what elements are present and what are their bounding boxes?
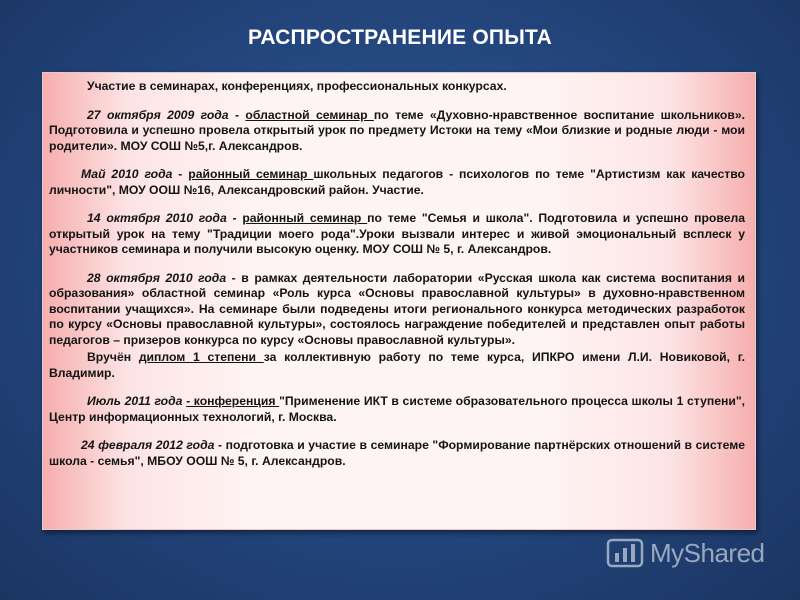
slide-title: РАСПРОСТРАНЕНИЕ ОПЫТА bbox=[247, 26, 553, 49]
item-text: школьных педагогов - психологов по теме "Артистизм как качество личности", МОУ ООШ №16, Александровский район. Участие. bbox=[49, 167, 745, 197]
intro-line: Участие в семинарах, конференциях, профессиональных конкурсах. bbox=[87, 79, 507, 93]
item-event: диплом 1 степени bbox=[138, 350, 264, 364]
item-date: 14 октября 2010 года bbox=[87, 211, 227, 225]
item-date: 27 октября 2009 года bbox=[87, 107, 229, 122]
list-item bbox=[49, 108, 745, 155]
item-text: по теме «Духовно-нравственное воспитание школьников». Подготовила и успешно провела открытый урок по предмету Истоки на тему «Мои близкие и родные люди - мои родители». МОУ СОШ №5,г. Александров. bbox=[49, 107, 745, 153]
item-text: - в рамках деятельности лаборатории «Русская школа как система воспитания и образования» областной семинар «Роль курса «Основы православной культуры» в духовно-нравственном воспитании учащихся». На семинаре были подведены итоги регионального конкурса методических разработок по курсу «Основы православной культуры», состоялось награждение победителей и представлен опыт работы педагогов – призеров конкурса по курсу «Основы православной культуры». bbox=[49, 270, 745, 347]
watermark-text: MyShared bbox=[650, 537, 765, 568]
item-separator: - bbox=[172, 167, 189, 181]
list-item bbox=[49, 438, 745, 469]
item-event: - конференция bbox=[186, 394, 280, 408]
list-item bbox=[49, 167, 745, 198]
item-date: Май 2010 года bbox=[81, 167, 173, 181]
item-text: "Применение ИКТ в системе образовательного процесса школы 1 ступени", Центр информационных технологий, г. Москва. bbox=[49, 394, 745, 424]
item-text: - подготовка и участие в семинаре "Формирование партнёрских отношений в системе школа - семья", МБОУ ООШ № 5, г. Александров. bbox=[49, 438, 745, 468]
myshared-logo-icon bbox=[606, 535, 644, 571]
item-separator: - bbox=[228, 107, 246, 122]
item-event: районный семинар bbox=[188, 167, 314, 181]
item-event: областной семинар bbox=[245, 107, 374, 122]
item-text: по теме "Семья и школа". Подготовила и успешно провела открытый урок на тему "Традиции моего рода".Уроки вызвали интерес и живой эмоциональный всплеск у участников семинара и получили высокую оценку. МОУ СОШ № 5, г. Александров. bbox=[49, 211, 746, 256]
item-text: за коллективную работу по теме курса, ИПКРО имени Л.И. Новиковой, г. Владимир. bbox=[49, 350, 745, 380]
list-item bbox=[49, 211, 745, 258]
item-separator: - bbox=[226, 211, 243, 225]
item-date: 24 февраля 2012 года bbox=[81, 438, 215, 452]
item-date: Июль 2011 года bbox=[87, 394, 183, 408]
list-item bbox=[49, 394, 745, 425]
watermark bbox=[606, 533, 765, 573]
item-event: районный семинар bbox=[242, 211, 368, 225]
item-lead: Вручён bbox=[87, 350, 139, 364]
item-date: 28 октября 2010 года bbox=[87, 270, 227, 285]
list-item bbox=[49, 271, 745, 349]
list-item bbox=[49, 350, 745, 381]
content-panel bbox=[42, 72, 756, 530]
